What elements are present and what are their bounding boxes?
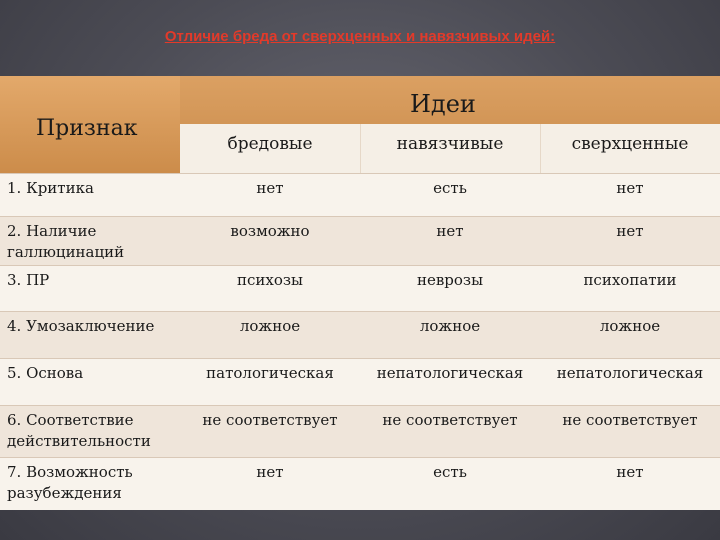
table-cell: не соответствует	[562, 411, 698, 429]
sign-header: Признак	[36, 116, 138, 141]
table-cell: непатологическая	[376, 364, 524, 382]
column-header-delusional: бредовые	[227, 134, 313, 154]
table-cell: нет	[616, 179, 644, 197]
table-cell: психопатии	[583, 271, 677, 289]
table-cell: нет	[436, 222, 464, 240]
table-body	[0, 173, 720, 510]
table-row	[0, 457, 720, 511]
comparison-table	[0, 76, 720, 510]
table-row	[0, 216, 720, 266]
column-divider	[360, 124, 361, 173]
table-cell: есть	[433, 179, 467, 197]
row-label: 7. Возможность разубеждения	[7, 463, 133, 502]
table-cell: непатологическая	[556, 364, 704, 382]
table-cell: неврозы	[416, 271, 484, 289]
table-cell: ложное	[599, 317, 661, 335]
table-cell: психозы	[236, 271, 303, 289]
table-row	[0, 311, 720, 359]
table-cell: нет	[256, 463, 284, 481]
row-label: 4. Умозаключение	[7, 317, 155, 335]
table-cell: патологическая	[206, 364, 334, 382]
slide-title: Отличие бреда от сверхценных и навязчивых идей:	[164, 28, 556, 45]
table-cell: нет	[256, 179, 284, 197]
table-row	[0, 405, 720, 458]
column-divider	[540, 124, 541, 173]
table-row	[0, 358, 720, 406]
column-header-obsessive: навязчивые	[396, 134, 504, 154]
table-cell: нет	[616, 222, 644, 240]
table-cell: есть	[433, 463, 467, 481]
row-label: 2. Наличие галлюцинаций	[7, 222, 125, 261]
table-row	[0, 265, 720, 312]
row-label: 1. Критика	[7, 179, 94, 197]
row-label: 5. Основа	[7, 364, 84, 382]
column-header-overvalued: сверхценные	[571, 134, 689, 154]
table-header	[0, 76, 720, 173]
table-cell: не соответствует	[382, 411, 518, 429]
table-cell: ложное	[239, 317, 301, 335]
table-cell: нет	[616, 463, 644, 481]
row-label: 6. Соответствие действительности	[7, 411, 151, 450]
ideas-header: Идеи	[410, 90, 476, 118]
table-cell: ложное	[419, 317, 481, 335]
table-row	[0, 173, 720, 217]
table-cell: возможно	[230, 222, 310, 240]
row-label: 3. ПР	[7, 271, 50, 289]
table-cell: не соответствует	[202, 411, 338, 429]
